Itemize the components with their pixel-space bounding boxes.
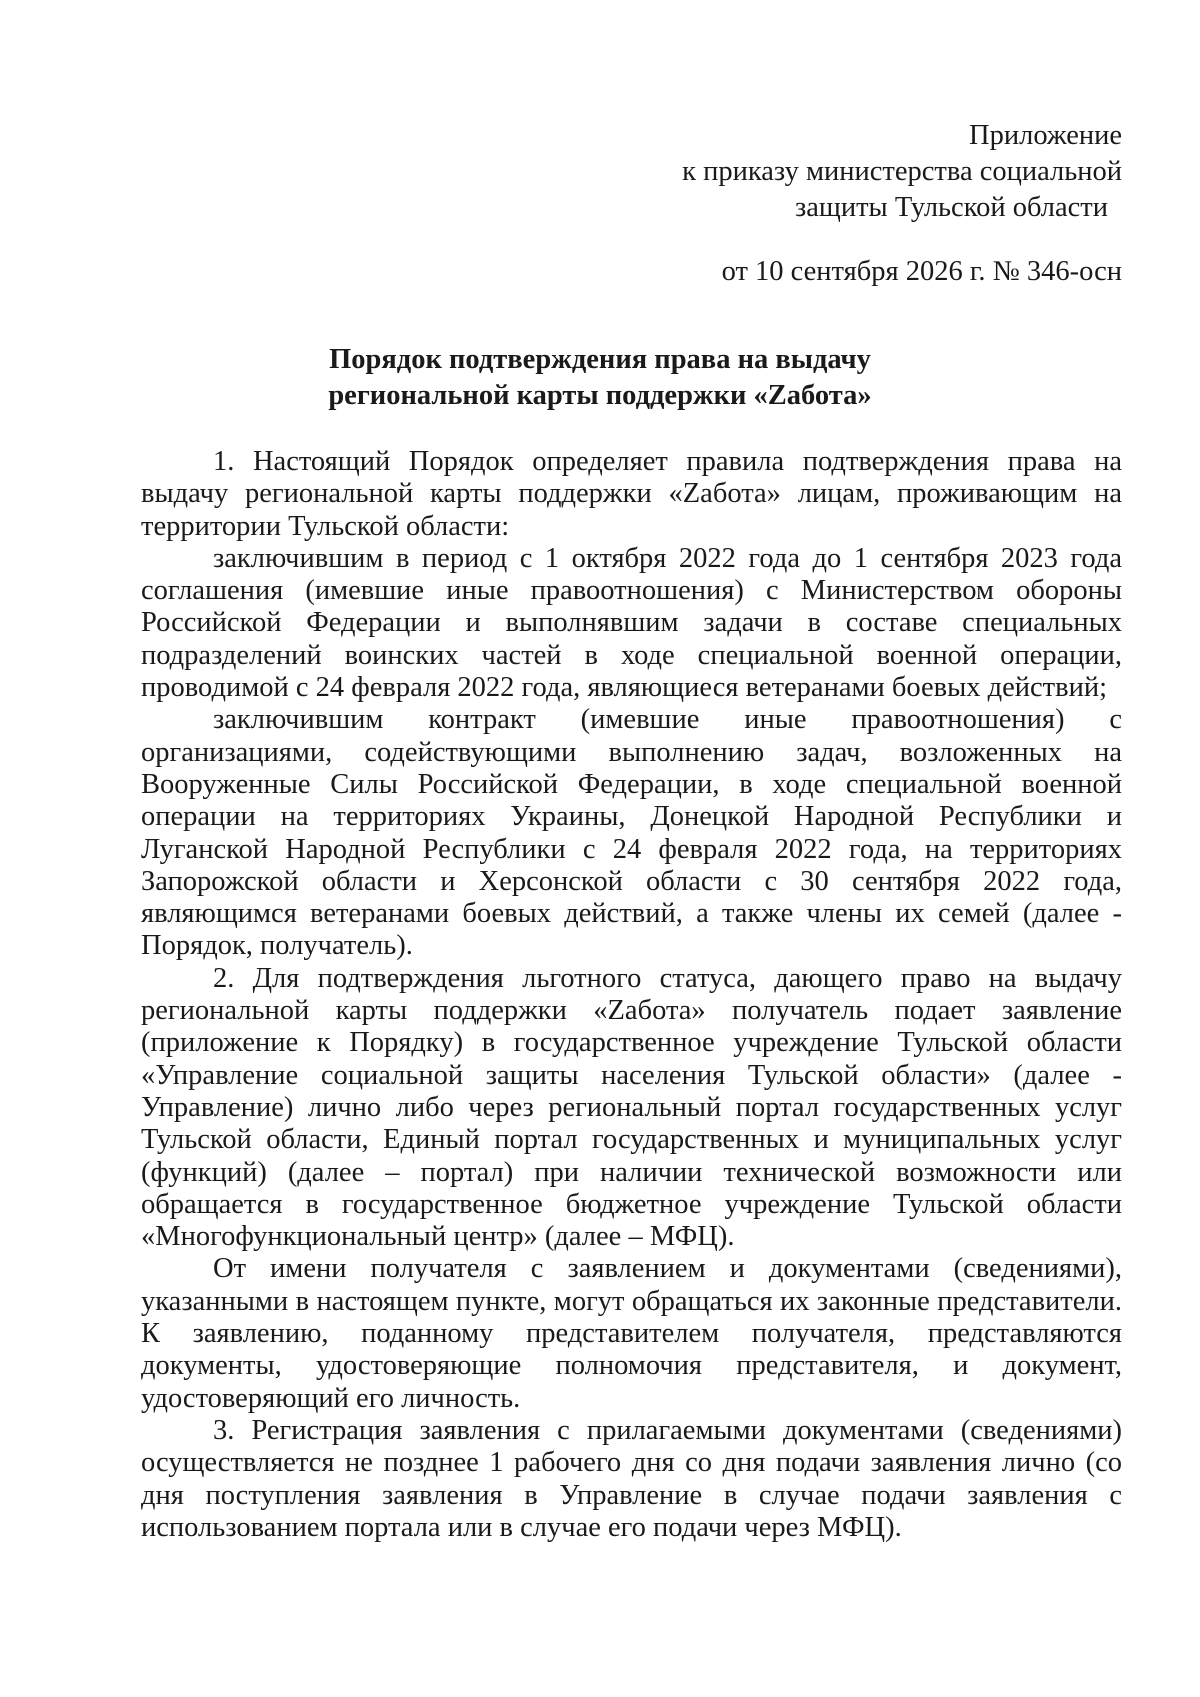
paragraph-2-representatives: От имени получателя с заявлением и документами (сведениями), указанными в настоящем пункте, могут обращаться их законные представители. К заявлению, поданному представителем получателя, представляются документы, удостоверяющие полномочия представителя, и документ, удостоверяющий его личность. — [141, 1253, 1122, 1414]
document-title — [0, 342, 1200, 414]
paragraph-1: 1. Настоящий Порядок определяет правила подтверждения права на выдачу региональной карты поддержки «Zабота» лицам, проживающим на территории Тульской области: — [141, 446, 1122, 542]
appendix-order-reference: к приказу министерства социальной — [682, 156, 1122, 187]
appendix-label: Приложение — [969, 120, 1122, 151]
document-body — [141, 446, 1122, 1544]
order-date-number: от 10 сентября 2026 г. № 346-осн — [721, 256, 1122, 287]
paragraph-1-item-b: заключившим контракт (имевшие иные правоотношения) с организациями, содействующими выполнению задач, возложенных на Вооруженные Силы Российской Федерации, в ходе специальной военной операции на территориях Украины, Донецкой Народной Республики и Луганской Народной Республики с 24 февраля 2022 года, на территориях Запорожской области и Херсонской области с 30 сентября 2022 года, являющимся ветеранами боевых действий, а также члены их семей (далее - Порядок, получатель). — [141, 704, 1122, 962]
paragraph-1-item-a: заключившим в период с 1 октября 2022 года до 1 сентября 2023 года соглашения (имевшие иные правоотношения) с Министерством обороны Российской Федерации и выполнявшим задачи в составе специальных подразделений воинских частей в ходе специальной военной операции, проводимой с 24 февраля 2022 года, являющиеся ветеранами боевых действий; — [141, 542, 1122, 704]
paragraph-3: 3. Регистрация заявления с прилагаемыми документами (сведениями) осуществляется не позднее 1 рабочего дня со дня подачи заявления лично (со дня поступления заявления в Управление в случае подачи заявления с использованием портала или в случае его подачи через МФЦ). — [141, 1414, 1122, 1543]
paragraph-2: 2. Для подтверждения льготного статуса, дающего право на выдачу региональной карты поддержки «Zабота» получатель подает заявление (приложение к Порядку) в государственное учреждение Тульской области «Управление социальной защиты населения Тульской области» (далее - Управление) лично либо через региональный портал государственных услуг Тульской области, Единый портал государственных и муниципальных услуг (функций) (далее – портал) при наличии технической возможности или обращается в государственное бюджетное учреждение Тульской области «Многофункциональный центр» (далее – МФЦ). — [141, 962, 1122, 1253]
appendix-ministry-region: защиты Тульской области — [795, 192, 1108, 223]
appendix-spacer — [682, 226, 1122, 254]
document-title-line-1: Порядок подтверждения права на выдачу — [329, 344, 871, 375]
appendix-header — [682, 118, 1122, 290]
document-title-line-2: региональной карты поддержки «Zабота» — [328, 380, 872, 411]
